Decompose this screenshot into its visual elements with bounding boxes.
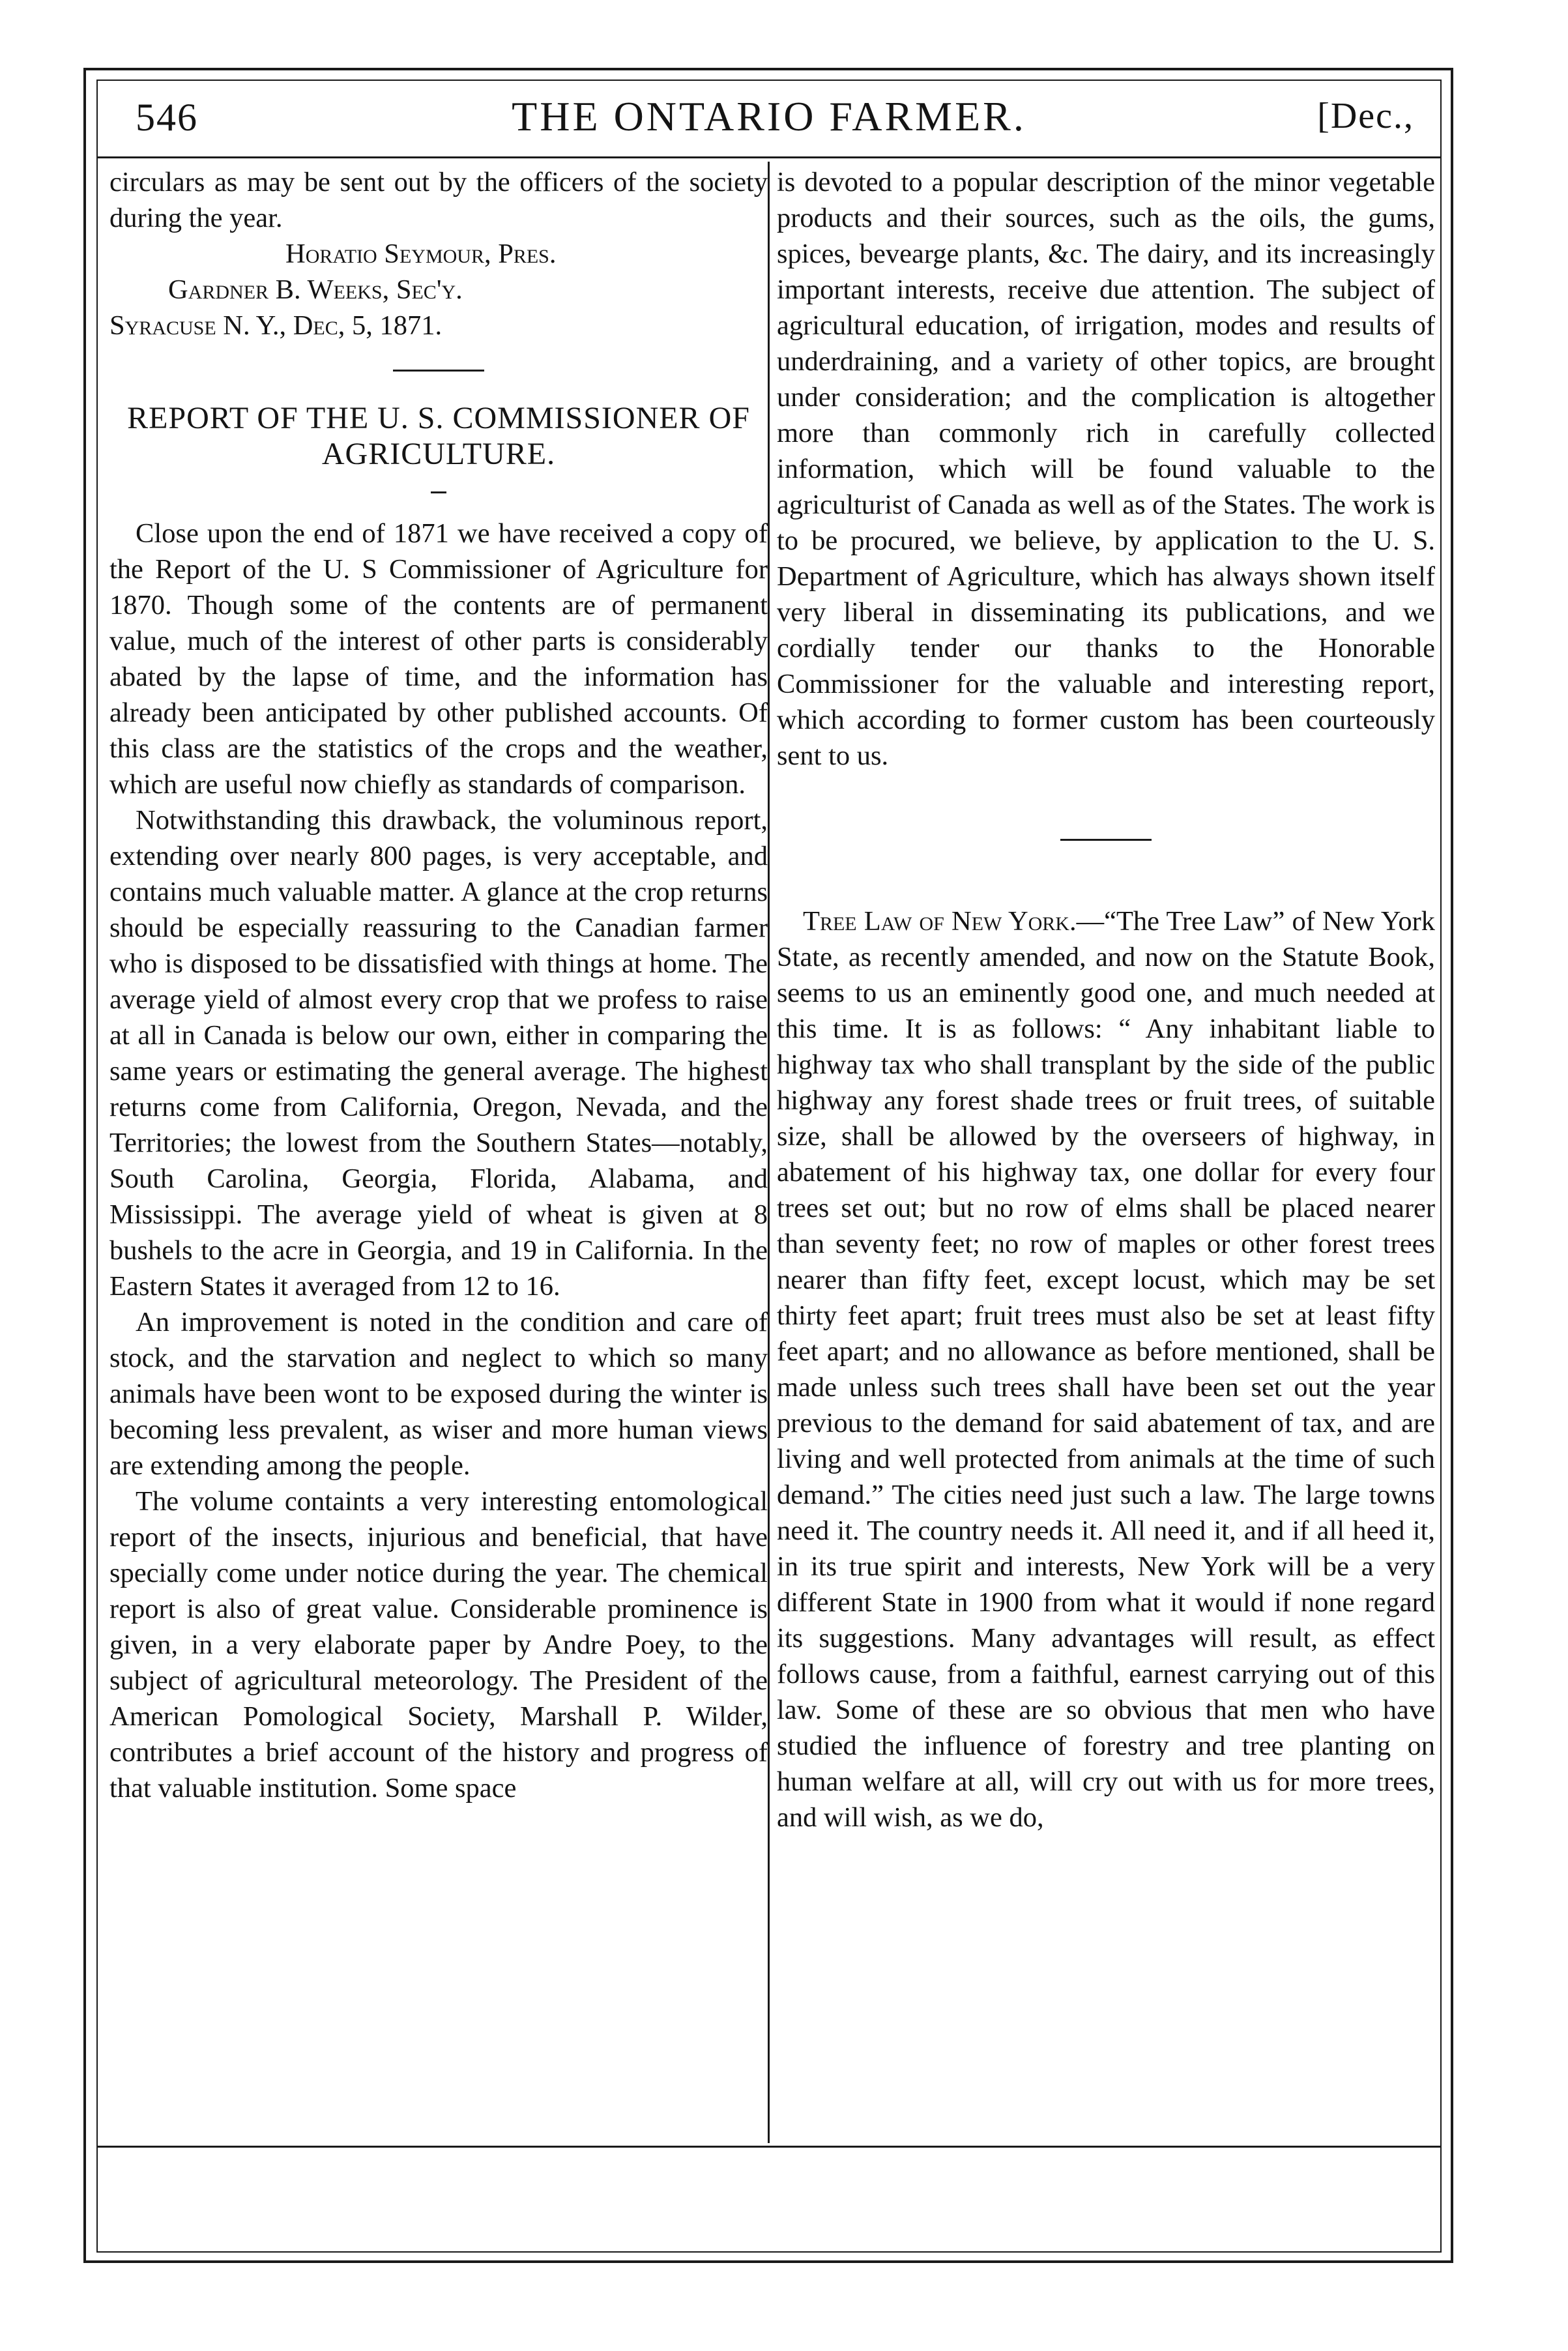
signature-president: Horatio Seymour, Pres. <box>285 239 557 269</box>
article-continuation: is devoted to a popular description of the minor vegetable products and their sources, such as the oils, the gums, spices, bevearge plants, &c. The dairy, and its increasingly important interests, receive due attention. The subject of agricultural education, of irrigation, modes and results of underdraining, and a variety of other topics, are brought under consideration; and the complication is altogether more than commonly rich in carefully collected information, which will be found valuable to the agriculturist of Canada as well as of the States. The work is to be procured, we believe, by application to the U. S. Department of Agriculture, which has always shown itself very liberal in disseminating its publications, and we cordially tender our thanks to the Honorable Commissioner for the valuable and interesting report, which according to former custom has been courteously sent to us. <box>777 167 1435 771</box>
signature-secretary: Gardner B. Weeks, Sec'y. <box>168 274 463 305</box>
page-bottom-rule <box>98 2146 1440 2148</box>
article-title: REPORT OF THE U. S. COMMISSIONER OF AGRICULTURE. <box>127 401 750 471</box>
page-number: 546 <box>136 96 198 139</box>
column-divider <box>768 162 770 2143</box>
section-separator-rule <box>393 370 484 372</box>
section-separator-rule <box>1060 839 1152 841</box>
title-dash-rule <box>431 491 446 493</box>
article-paragraph: Notwithstanding this drawback, the voluminous report, extending over nearly 800 pages, is very acceptable, and contains much valuable matter. A glance at the crop returns should be especially reassuring to the Canadian farmer who is disposed to be dissatisfied with things at home. The average yield of almost every crop that we profess to raise at all in Canada is below our own, either in comparing the same years or estimating the general average. The highest returns come from California, Oregon, Nevada, and the Territories; the lowest from the Southern States—notably, South Carolina, Georgia, Florida, Alabama, and Mississippi. The average yield of wheat is given at 8 bushels to the acre in Georgia, and 19 in California. In the Eastern States it averaged from 12 to 16. <box>109 805 768 1302</box>
article-paragraph: The volume containts a very interesting entomological report of the insects, injurious and beneficial, that have specially come under notice during the year. The chemical report is also of great value. Considerable prominence is given, in a very elaborate paper by Andre Poey, to the subject of agricultural meteorology. The President of the American Pomological Society, Marshall P. Wilder, contributes a brief account of the history and progress of that valuable institution. Some space <box>109 1486 768 1803</box>
opening-continuation: circulars as may be sent out by the officers of the society during the year. <box>109 167 768 233</box>
tree-law-text: —“The Tree Law” of New York State, as recently amended, and now on the Statute Book, seems to us an eminently good one, and much needed at this time. It is as follows: “ Any inhabitant liable to highway tax who shall transplant by the side of the public highway any forest shade trees or fruit trees, of suitable size, shall be allowed by the overseers of highway, in abatement of his highway tax, one dollar for every four trees set out; but no row of elms shall be placed nearer than seventy feet; no row of maples or other forest trees nearer than fifty feet, except locust, which may be set thirty feet apart; fruit trees must also be set at least fifty feet apart; and no allowance as before mentioned, shall be made unless such trees shall have been set out the year previous to the demand for said abatement of tax, and are living and well protected from animals at the time of such demand.” The cities need just such a law. The large towns need it. The country needs it. All need it, and if all heed it, in its true spirit and interests, New York will be a very different State in 1900 from what it would if none regard its suggestions. Many advantages will result, as effect follows cause, from a faithful, earnest carrying out of this law. Some of these are so obvious that men who have studied the influence of forestry and tree planting on human welfare at all, will cry out with us for more trees, and will wish, as we do, <box>777 906 1436 1833</box>
left-column <box>109 164 768 1806</box>
running-title: THE ONTARIO FARMER. <box>512 93 1026 139</box>
article-paragraph: Close upon the end of 1871 we have received a copy of the Report of the U. S Commissioner of Agriculture for 1870. Though some of the contents are of permanent value, much of the interest of other parts is considerably abated by the lapse of time, and the information has already been anticipated by other published accounts. Of this class are the statistics of the crops and the weather, which are useful now chiefly as standards of comparison. <box>109 518 768 800</box>
right-column <box>777 164 1435 1835</box>
header-rule <box>98 156 1440 158</box>
issue-month: [Dec., <box>1317 96 1414 136</box>
article-paragraph: An improvement is noted in the condition and care of stock, and the starvation and neglect to which so many animals have been wont to be exposed during the winter is becoming less prevalent, as wiser and more human views are extending among the people. <box>109 1307 768 1481</box>
tree-law-heading: Tree Law of New York. <box>803 906 1077 937</box>
signature-place-date: Syracuse N. Y., Dec, 5, 1871. <box>109 310 443 341</box>
tree-law-paragraph <box>777 903 1435 1835</box>
page-header <box>104 83 1434 162</box>
